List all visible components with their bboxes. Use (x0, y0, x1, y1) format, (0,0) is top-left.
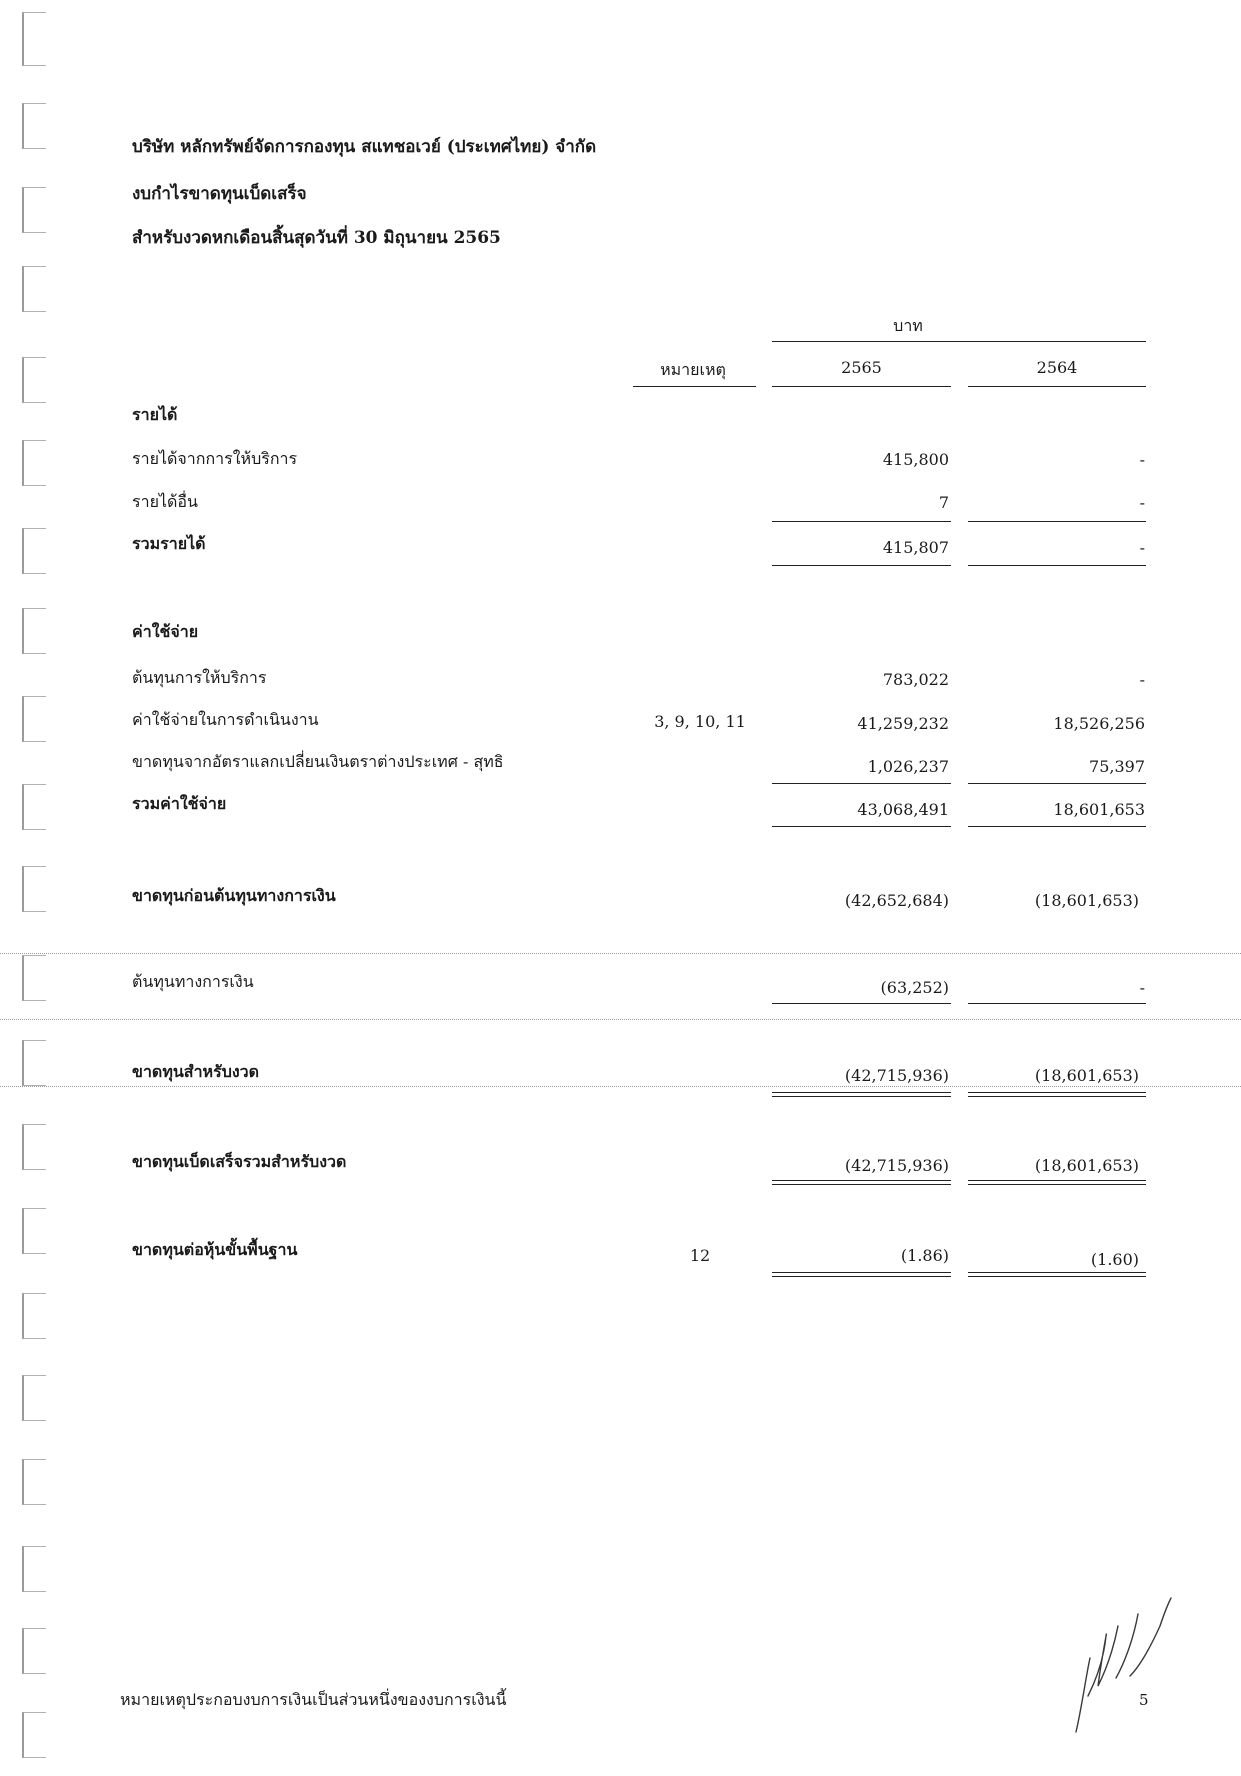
year-current-header: 2565 (841, 358, 882, 377)
double-rule (772, 1272, 951, 1277)
revenue-heading: รายได้ (132, 405, 178, 424)
subtotal-rule (772, 521, 951, 522)
page-number: 5 (1139, 1691, 1149, 1709)
total-rule (968, 826, 1146, 827)
double-rule (772, 1180, 951, 1185)
currency-header: บาท (893, 316, 923, 335)
year-prior-header: 2564 (1036, 358, 1078, 377)
scan-artifact-line (0, 1086, 1241, 1087)
double-rule (772, 1092, 951, 1097)
double-rule (968, 1272, 1146, 1277)
scan-artifact-line (0, 1019, 1241, 1020)
subtotal-rule (968, 521, 1146, 522)
statement-period: สำหรับงวดหกเดือนสิ้นสุดวันที่ 30 มิถุนายน 2565 (132, 228, 501, 248)
statement-title: งบกำไรขาดทุนเบ็ดเสร็จ (132, 184, 307, 204)
subtotal-rule (772, 1003, 951, 1004)
subtotal-rule (968, 1003, 1146, 1004)
financial-notes-footer: หมายเหตุประกอบงบการเงินเป็นส่วนหนึ่งของงบการเงินนี้ (120, 1690, 507, 1709)
year-prior-underline (968, 386, 1146, 387)
double-rule (968, 1180, 1146, 1185)
note-header-underline (633, 386, 756, 387)
note-column-header: หมายเหตุ (660, 360, 726, 379)
total-rule (772, 826, 951, 827)
double-rule (968, 1092, 1146, 1097)
company-name: บริษัท หลักทรัพย์จัดการกองทุน สแทชอเวย์ (ประเทศไทย) จำกัด (132, 137, 597, 157)
signature (1068, 1596, 1178, 1736)
subtotal-rule (968, 783, 1146, 784)
currency-underline (772, 341, 1146, 342)
scan-artifact-line (0, 953, 1241, 954)
total-rule (968, 565, 1146, 566)
total-rule (772, 565, 951, 566)
subtotal-rule (772, 783, 951, 784)
expenses-heading: ค่าใช้จ่าย (132, 622, 199, 641)
year-current-underline (772, 386, 951, 387)
